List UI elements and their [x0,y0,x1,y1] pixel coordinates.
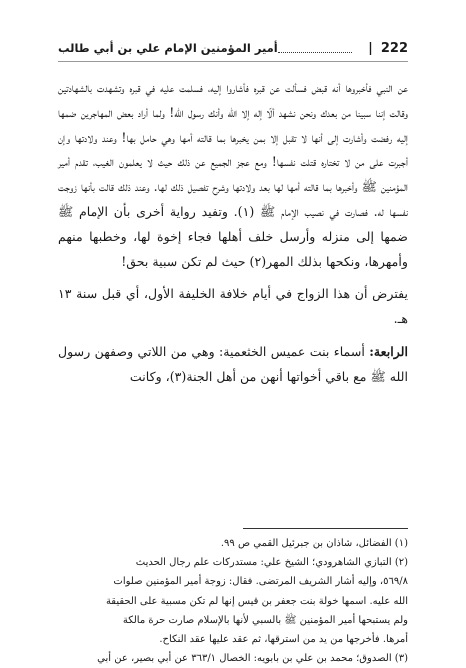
footnote-line: ولم يستبحها أمير المؤمنين ﷺ بالسبي لأنها بالإسلام صارت حرة مالكة [122,614,408,626]
text-line: أمها وهي حامل بها! وعند ولادتها وإن أجبرت على من لا تختاره [58,129,409,170]
running-title: أمير المؤمنين الإمام علي بن أبي طالب [58,41,278,55]
text-line: رسول الله ﷺ مع باقي أخواتها أنهن من أهل الجنة(٣)، وكانت [58,343,408,384]
text-line: في نصيب الإمام ﷺ (١). وتفيد رواية أخرى بأن الإمام ﷺ [58,203,340,219]
text-line: قتلت نفسها! ومع عجز الجميع عن ذلك حيث لا يعلمون الغيب، [92,154,317,170]
text-line: أسماء بنت عميس الخثعمية: وهي من اللاتي وصفهن [94,343,370,359]
text-line: ضمها إليه رفضت وأشارت إلى أنها لا تقبل إلا بمن يخبرها بما قالته [58,104,408,145]
footnote-line: أمرها. فأخرجها من يد من استرقها، ثم عقد عليها عقد النكاح. [159,634,408,646]
footnote-line: الله عليه. اسمها خولة بنت جعفر بن قيس إنها لم تكن مسبية على الحقيقة [105,595,408,607]
text-line: عن النبي فأخبروها أنه قبض فسألت عن قبره فأشاروا إليه، فسلمت [179,80,408,95]
paragraph-2 [58,282,408,332]
paragraph-1 [58,76,408,274]
section-label: الرابعة: [369,343,408,359]
page-number: 222 [380,40,408,56]
footnotes [58,534,408,668]
text-line: نشهد ألّا إله إلا الله وأنك رسول الله! ولما أراد بعض المهاجرين [80,104,296,120]
text-line: يفترض أن هذا الزواج في أيام خلافة الخليفة الأول، أي قبل [101,286,408,302]
text-line: عليه في قبره وتشهدت بالشهادتين وقالت إننا سبينا من بعدك ونحن [58,80,408,120]
footnote-rule [243,528,408,529]
footnote-line: (٣) الصدوق؛ محمد بن علي بن بابويه: الخصال ٣٦٣/١ عن أبي بصير، عن أبي [97,653,408,665]
paragraph-3 [58,340,408,390]
footnote-line: (١) الفضائل، شاذان بن جبرئيل القمي ص ٩٩. [220,538,408,549]
text-line: تفصيل ذلك لها. وعند ذلك قالت بأنها زوجت نفسها له. فصارت [58,179,408,219]
header-rule [58,61,408,62]
text-line: تقدم أمير المؤمنين ﷺ وأخبرها بما قالته أمها لها بعد ولادتها وشرح [58,154,408,195]
text-line: ضمها إلى منزله وأرسل خلف أهلها فجاء إخوة لها، وخطبها منهم [58,228,408,244]
header-separator: | [368,40,373,56]
footnote-line: (٢) التبازي الشاهرودي؛ الشيخ علي: مستدركات علم رجال الحديث [135,557,408,569]
footnote-line: ٥٦٩/٨، وإليه أشار الشريف المرتضى. فقال: زوجة أمير المؤمنين صلوات [113,576,408,588]
header-dot-leader [278,44,352,53]
page-header [58,38,408,58]
main-text [58,76,408,390]
text-line: وأمهرها، ونكحها بذلك المهر(٢) حيث لم تكن سبية بحق! [121,253,408,269]
text-line: سنة ١٣ هـ. [58,286,408,327]
